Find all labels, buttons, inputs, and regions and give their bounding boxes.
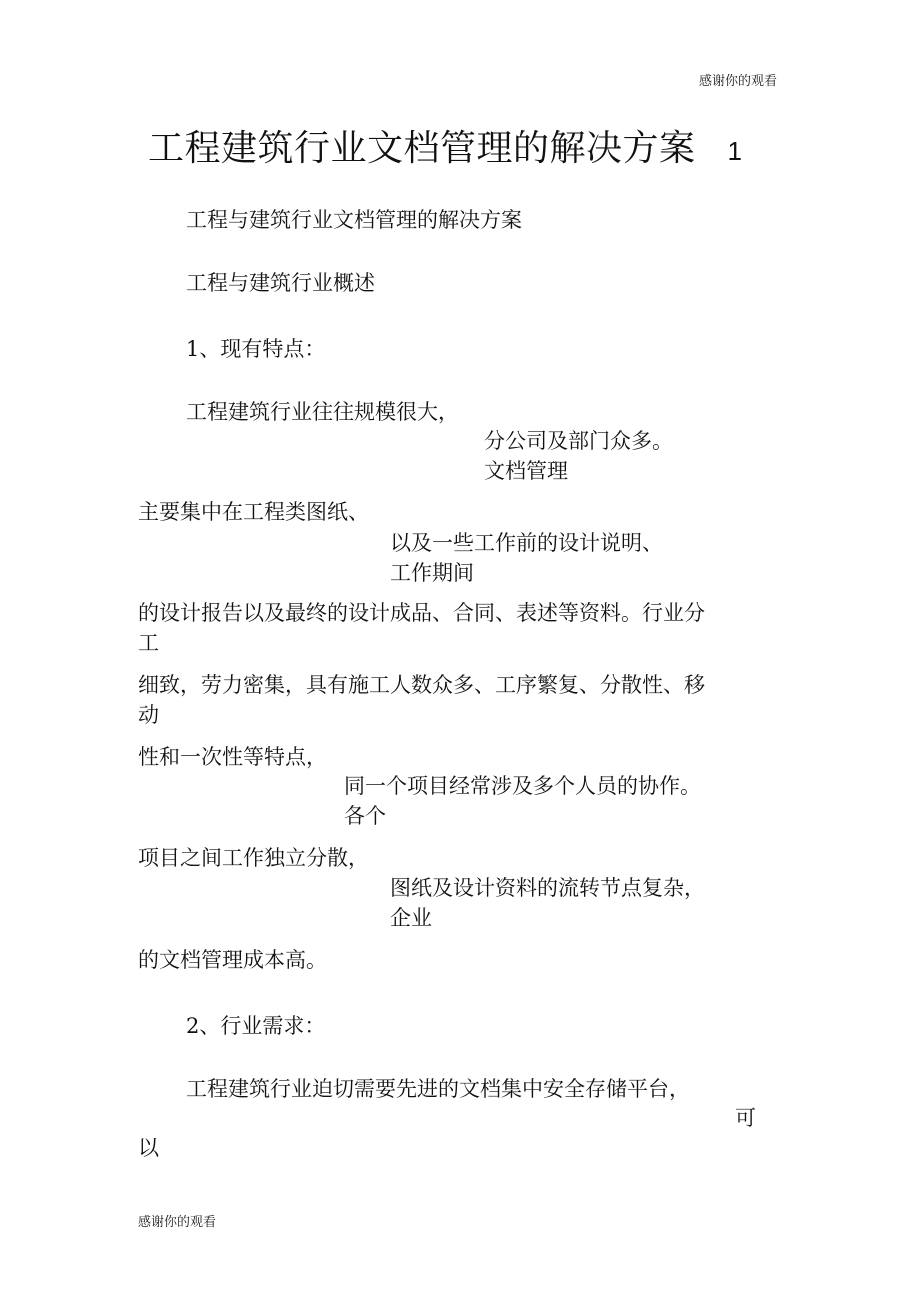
paragraph-line: 工程建筑行业迫切需要先进的文档集中安全存储平台， — [186, 1077, 690, 1101]
paragraph-line: 图纸及设计资料的流转节点复杂， — [390, 876, 705, 900]
paragraph-line: 的文档管理成本高。 — [138, 948, 327, 972]
paragraph-line: 工 — [138, 631, 159, 655]
paragraph-line: 动 — [138, 703, 159, 727]
paragraph-line: 工作期间 — [390, 561, 474, 585]
document-title — [148, 120, 742, 171]
page-footer: 感谢你的观看 — [138, 1215, 217, 1230]
paragraph-line: 可 — [735, 1106, 756, 1130]
paragraph-line: 分公司及部门众多。 — [484, 429, 673, 453]
paragraph-line: 以及一些工作前的设计说明、 — [390, 531, 663, 555]
paragraph-line: 各个 — [344, 804, 386, 828]
paragraph-line: 工程与建筑行业概述 — [186, 271, 375, 295]
paragraph-line: 同一个项目经常涉及多个人员的协作。 — [344, 774, 701, 798]
paragraph-line: 项目之间工作独立分散， — [138, 846, 369, 870]
paragraph-line: 2、行业需求： — [186, 1014, 326, 1038]
paragraph-line: 文档管理 — [484, 459, 568, 483]
paragraph-line: 1、现有特点： — [186, 337, 326, 361]
paragraph-line: 以 — [138, 1136, 159, 1160]
page-header: 感谢你的观看 — [699, 74, 778, 89]
paragraph-line: 工程与建筑行业文档管理的解决方案 — [186, 208, 522, 232]
paragraph-line: 细致，劳力密集，具有施工人数众多、工序繁复、分散性、移 — [138, 673, 705, 697]
paragraph-line: 企业 — [390, 906, 432, 930]
paragraph-line: 性和一次性等特点， — [138, 745, 327, 769]
paragraph-line: 的设计报告以及最终的设计成品、合同、表述等资料。行业分 — [138, 601, 705, 625]
paragraph-line: 主要集中在工程类图纸、 — [138, 500, 369, 524]
title-text: 工程建筑行业文档管理的解决方案 — [148, 128, 696, 169]
paragraph-line: 工程建筑行业往往规模很大， — [186, 400, 459, 424]
title-number: 1 — [727, 136, 743, 166]
